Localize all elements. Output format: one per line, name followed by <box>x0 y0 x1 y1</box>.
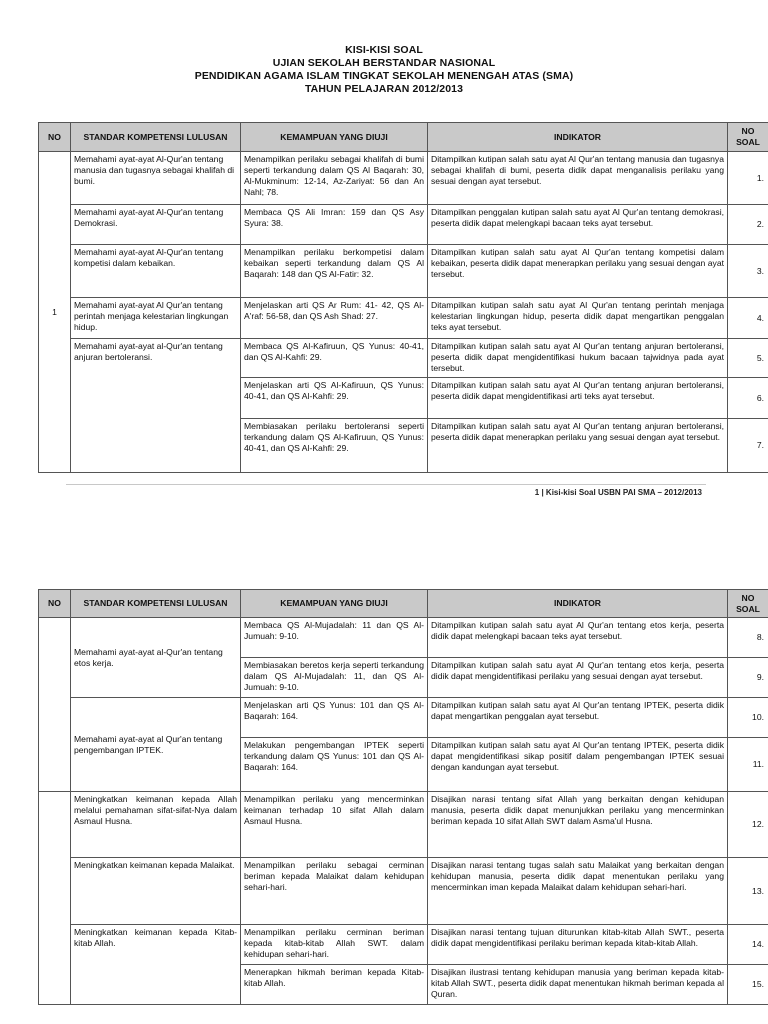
kemampuan-cell: Melakukan pengembangan IPTEK seperti terkandung dalam QS Yunus: 101 dan QS Al-Baqarah: 164. <box>241 738 428 792</box>
kemampuan-cell: Menampilkan perilaku sebagai cerminan beriman kepada Malaikat dalam kehidupan sehari-hari. <box>241 858 428 925</box>
kisi-kisi-table-2 <box>38 589 768 1005</box>
col-header-skl: STANDAR KOMPETENSI LULUSAN <box>71 123 241 152</box>
col-header-no-soal: NO SOAL <box>728 590 768 618</box>
kisi-kisi-table-1 <box>38 122 768 473</box>
col-header-indikator: INDIKATOR <box>428 590 728 618</box>
indikator-cell: Disajikan narasi tentang tujuan diturunkan kitab-kitab Allah SWT., peserta didik dapat mengidentifikasi perilaku beriman kepada kitab-kitab Allah. <box>428 925 728 965</box>
indikator-cell: Ditampilkan kutipan salah satu ayat Al Qur'an tentang anjuran bertoleransi, peserta didik dapat menerapkan perilaku yang sesuai dengan ayat tersebut. <box>428 419 728 473</box>
kemampuan-cell: Membiasakan beretos kerja seperti terkandung dalam QS Al-Mujadalah: 11, dan QS Al-Jumuah: 9-10. <box>241 658 428 698</box>
indikator-cell: Ditampilkan kutipan salah satu ayat Al Qur'an tentang etos kerja, peserta didik dapat melengkapi bacaan teks ayat tersebut. <box>428 618 728 658</box>
col-header-no: NO <box>39 590 71 618</box>
no-soal-cell: 11. <box>728 738 768 792</box>
kemampuan-cell: Membiasakan perilaku bertoleransi seperti terkandung dalam QS Al-Kafiruun, QS Yunus: 40-41, dan QS Al-Kahfi: 29. <box>241 419 428 473</box>
table-row <box>39 618 768 658</box>
col-header-skl: STANDAR KOMPETENSI LULUSAN <box>71 590 241 618</box>
table-row <box>39 152 768 205</box>
table-row <box>39 698 768 738</box>
table-row <box>39 858 768 925</box>
table-row <box>39 298 768 339</box>
kemampuan-cell: Menjelaskan arti QS Yunus: 101 dan QS Al-Baqarah: 164. <box>241 698 428 738</box>
skl-cell: Memahami ayat-ayat al Qur'an tentang pengembangan IPTEK. <box>71 698 241 792</box>
no-soal-cell: 10. <box>728 698 768 738</box>
no-soal-cell: 3. <box>728 245 768 298</box>
skl-cell: Meningkatkan keimanan kepada Kitab-kitab Allah. <box>71 925 241 1005</box>
kemampuan-cell: Membaca QS Al-Mujadalah: 11 dan QS Al-Jumuah: 9-10. <box>241 618 428 658</box>
indikator-cell: Ditampilkan kutipan salah satu ayat Al Qur'an tentang etos kerja, peserta didik dapat mengidentifikasi perilaku yang sesuai dengan ayat tersebut. <box>428 658 728 698</box>
kemampuan-cell: Menjelaskan arti QS Ar Rum: 41- 42, QS Al-A'raf: 56-58, dan QS Ash Shad: 27. <box>241 298 428 339</box>
no-soal-cell: 13. <box>728 858 768 925</box>
doc-title-line4: TAHUN PELAJARAN 2012/2013 <box>304 83 464 95</box>
kemampuan-cell: Menampilkan perilaku yang mencerminkan keimanan terhadap 10 sifat Allah dalam Asmaul Husna. <box>241 792 428 858</box>
no-soal-cell: 6. <box>728 378 768 419</box>
doc-title-line3: PENDIDIKAN AGAMA ISLAM TINGKAT SEKOLAH MENENGAH ATAS (SMA) <box>194 70 574 82</box>
indikator-cell: Ditampilkan kutipan salah satu ayat Al Qur'an tentang anjuran bertoleransi, peserta didik dapat mengidentifikasi arti teks ayat tersebut. <box>428 378 728 419</box>
no-soal-cell: 9. <box>728 658 768 698</box>
doc-title-line1: KISI-KISI SOAL <box>345 44 423 56</box>
no-soal-cell: 15. <box>728 965 768 1005</box>
indikator-cell: Disajikan narasi tentang tugas salah satu Malaikat yang berkaitan dengan kehidupan manusia, peserta didik dapat menentukan perilaku yang mencerminkan iman kepada Malaikat dalam kehidupan sehari-hari. <box>428 858 728 925</box>
table-row <box>39 339 768 378</box>
no-soal-cell: 8. <box>728 618 768 658</box>
skl-cell: Meningkatkan keimanan kepada Allah melalui pemahaman sifat-sifat-Nya dalam Asmaul Husna. <box>71 792 241 858</box>
col-header-no-soal: NO SOAL <box>728 123 768 152</box>
document-header <box>0 44 768 96</box>
no-soal-cell: 12. <box>728 792 768 858</box>
col-header-no: NO <box>39 123 71 152</box>
skl-cell: Memahami ayat-ayat Al-Qur'an tentang Demokrasi. <box>71 205 241 245</box>
no-soal-cell: 7. <box>728 419 768 473</box>
no-soal-cell: 14. <box>728 925 768 965</box>
indikator-cell: Ditampilkan kutipan salah satu ayat Al Qur'an tentang kompetisi dalam kebaikan, peserta didik dapat menerapkan perilaku yang sesuai dengan ayat tersebut. <box>428 245 728 298</box>
kemampuan-cell: Menerapkan hikmah beriman kepada Kitab-kitab Allah. <box>241 965 428 1005</box>
table-row <box>39 792 768 858</box>
indikator-cell: Ditampilkan kutipan salah satu ayat Al Qur'an tentang anjuran bertoleransi, peserta didik dapat mengidentifikasi hukum bacaan tajwidnya pada ayat tersebut. <box>428 339 728 378</box>
skl-cell: Memahami ayat-ayat al-Qur'an tentang etos kerja. <box>71 618 241 698</box>
kemampuan-cell: Membaca QS Al-Kafiruun, QS Yunus: 40-41, dan QS Al-Kahfi: 29. <box>241 339 428 378</box>
col-header-kemampuan: KEMAMPUAN YANG DIUJI <box>241 123 428 152</box>
skl-cell: Memahami ayat-ayat Al Qur'an tentang perintah menjaga kelestarian lingkungan hidup. <box>71 298 241 339</box>
footer-divider <box>66 484 706 485</box>
kemampuan-cell: Menjelaskan arti QS Al-Kafiruun, QS Yunus: 40-41, dan QS Al-Kahfi: 29. <box>241 378 428 419</box>
page-footer: 1 | Kisi-kisi Soal USBN PAI SMA – 2012/2013 <box>534 488 702 497</box>
indikator-cell: Ditampilkan kutipan salah satu ayat Al Qur'an tentang IPTEK, peserta didik dapat mengidentifikasi sikap positif dalam pengembangan IPTEK sesuai dengan kandungan ayat tersebut. <box>428 738 728 792</box>
group-number-empty <box>39 792 71 1005</box>
kemampuan-cell: Menampilkan perilaku berkompetisi dalam kebaikan seperti terkandung dalam QS Al Baqarah: 148 dan QS Al-Fatir: 32. <box>241 245 428 298</box>
no-soal-cell: 2. <box>728 205 768 245</box>
table-row <box>39 205 768 245</box>
no-soal-cell: 5. <box>728 339 768 378</box>
indikator-cell: Ditampilkan kutipan salah satu ayat Al Qur'an tentang perintah menjaga kelestarian lingkungan hidup, peserta didik dapat mengartikan penggalan teks ayat tersebut. <box>428 298 728 339</box>
doc-title-line2: UJIAN SEKOLAH BERSTANDAR NASIONAL <box>272 57 496 69</box>
skl-cell: Memahami ayat-ayat Al-Qur'an tentang kompetisi dalam kebaikan. <box>71 245 241 298</box>
skl-cell: Memahami ayat-ayat al-Qur'an tentang anjuran bertoleransi. <box>71 339 241 473</box>
table-row <box>39 245 768 298</box>
group-number: 1 <box>39 152 71 473</box>
group-number-empty <box>39 618 71 792</box>
no-soal-cell: 4. <box>728 298 768 339</box>
indikator-cell: Disajikan ilustrasi tentang kehidupan manusia yang beriman kepada kitab-kitab Allah SWT., peserta didik dapat menentukan hikmah beriman kepada al Quran. <box>428 965 728 1005</box>
table-row <box>39 925 768 965</box>
skl-cell: Memahami ayat-ayat Al-Qur'an tentang manusia dan tugasnya sebagai khalifah di bumi. <box>71 152 241 205</box>
kemampuan-cell: Membaca QS Ali Imran: 159 dan QS Asy Syura: 38. <box>241 205 428 245</box>
kemampuan-cell: Menampilkan perilaku sebagai khalifah di bumi seperti terkandung dalam QS Al Baqarah: 30, Al-Mukminum: 12-14, Az-Zariyat: 56 dan An Nahl; 78. <box>241 152 428 205</box>
indikator-cell: Ditampilkan kutipan salah satu ayat Al Qur'an tentang manusia dan tugasnya sebagai khalifah di bumi, peserta didik dapat menganalisis perilaku yang sesuai dengan ayat tersebut. <box>428 152 728 205</box>
no-soal-cell: 1. <box>728 152 768 205</box>
kemampuan-cell: Menampilkan perilaku cerminan beriman kepada kitab-kitab Allah SWT. dalam kehidupan sehari-hari. <box>241 925 428 965</box>
indikator-cell: Ditampilkan penggalan kutipan salah satu ayat Al Qur'an tentang demokrasi, peserta didik dapat melengkapi bacaan teks ayat tersebut. <box>428 205 728 245</box>
skl-cell: Meningkatkan keimanan kepada Malaikat. <box>71 858 241 925</box>
indikator-cell: Ditampilkan kutipan salah satu ayat Al Qur'an tentang IPTEK, peserta didik dapat mengartikan penggalan ayat tersebut. <box>428 698 728 738</box>
col-header-indikator: INDIKATOR <box>428 123 728 152</box>
col-header-kemampuan: KEMAMPUAN YANG DIUJI <box>241 590 428 618</box>
indikator-cell: Disajikan narasi tentang sifat Allah yang berkaitan dengan kehidupan manusia, peserta didik dapat menunjukkan perilaku yang mencerminkan beriman kepada 10 sifat Allah SWT dalam Asma'ul Husna. <box>428 792 728 858</box>
